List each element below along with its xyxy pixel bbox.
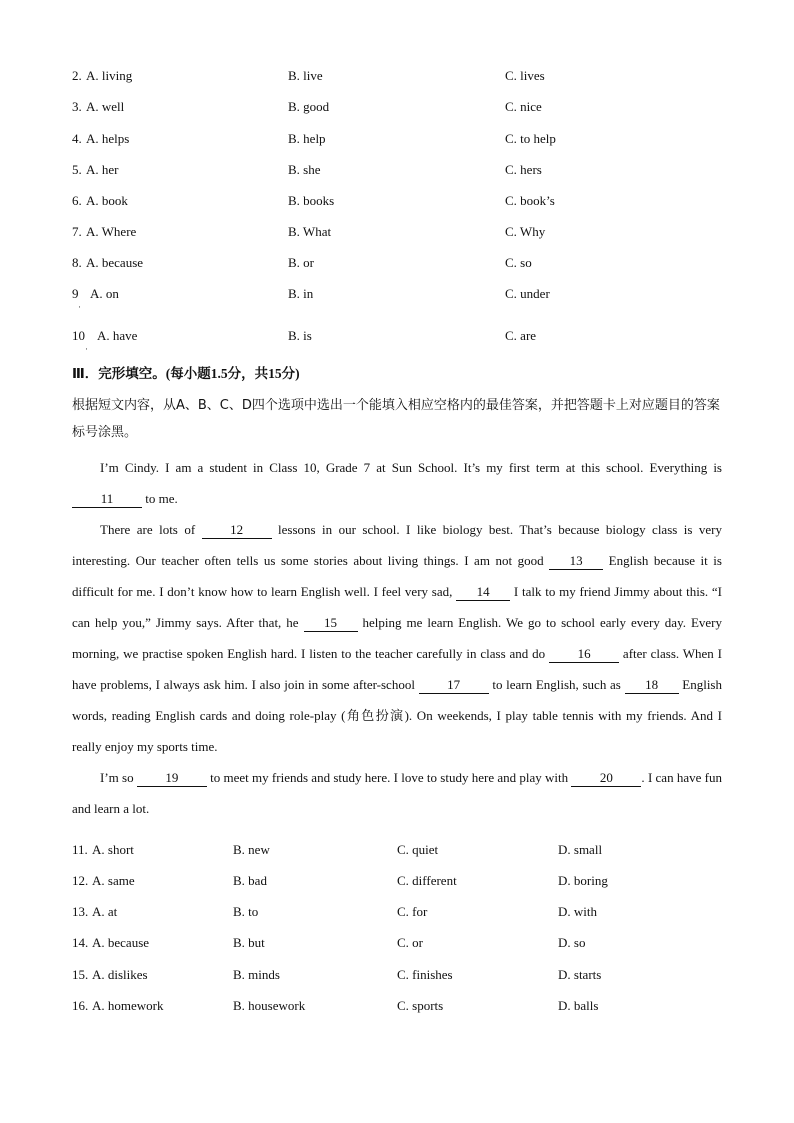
section-instructions: 根据短文内容，从A、B、C、D四个选项中选出一个能填入相应空格内的最佳答案，并把答题卡上对应题目的答案标号涂黑。 bbox=[72, 398, 720, 440]
blank-13: 13 bbox=[549, 553, 603, 570]
stray-mark: · bbox=[78, 302, 81, 312]
option-a: A. on bbox=[90, 286, 119, 301]
blank-20: 20 bbox=[571, 770, 641, 787]
question-number: 11. bbox=[72, 842, 88, 857]
option-a: A. well bbox=[86, 99, 125, 114]
question-number: 16. bbox=[72, 998, 89, 1013]
option-b: B. live bbox=[288, 68, 323, 83]
option-a: A. because bbox=[86, 255, 144, 270]
option-b: B. or bbox=[288, 255, 314, 270]
option-a: A. same bbox=[92, 873, 135, 888]
passage-text: English because it is difficult for me. I don’t know how to learn English well. I feel very sad, bbox=[72, 553, 722, 599]
blank-15: 15 bbox=[304, 615, 358, 632]
passage-text: to me. bbox=[142, 491, 178, 506]
option-a: A. dislikes bbox=[92, 967, 148, 982]
option-a: A. at bbox=[92, 904, 118, 919]
option-b: B. to bbox=[233, 904, 259, 919]
passage-paragraph-3 bbox=[72, 762, 722, 824]
option-b: B. new bbox=[233, 842, 270, 857]
blank-16: 16 bbox=[549, 646, 619, 663]
option-a: A. have bbox=[97, 328, 138, 343]
option-d: D. small bbox=[558, 842, 603, 857]
passage-text: . I can have fun and learn a lot. bbox=[72, 770, 722, 816]
passage-text: I’m so bbox=[100, 770, 137, 785]
question-number: 3. bbox=[72, 99, 82, 114]
blank-17: 17 bbox=[419, 677, 489, 694]
option-c: C. different bbox=[397, 873, 457, 888]
passage-text: after class. When I have problems, I always ask him. I also join in some after-school bbox=[72, 646, 723, 692]
option-c: C. quiet bbox=[397, 842, 439, 857]
section-heading bbox=[72, 365, 300, 383]
question-number: 15. bbox=[72, 967, 89, 982]
option-c: C. or bbox=[397, 935, 423, 950]
section-points: (每小题1.5分，共15分) bbox=[165, 366, 300, 381]
passage-text: I talk to my friend Jimmy about this. “I can help you,” Jimmy says. After that, he bbox=[72, 584, 722, 630]
option-c: C. finishes bbox=[397, 967, 453, 982]
question-number: 9 bbox=[72, 286, 79, 301]
option-c: C. are bbox=[505, 328, 537, 343]
question-number: 10 bbox=[72, 328, 85, 343]
option-c: C. for bbox=[397, 904, 428, 919]
option-c: C. Why bbox=[505, 224, 546, 239]
option-b: B. but bbox=[233, 935, 265, 950]
passage-text: There are lots of bbox=[100, 522, 202, 537]
question-number: 2. bbox=[72, 68, 82, 83]
option-d: D. starts bbox=[558, 967, 602, 982]
option-c: C. to help bbox=[505, 131, 556, 146]
question-number: 8. bbox=[72, 255, 82, 270]
option-b: B. help bbox=[288, 131, 326, 146]
option-c: C. nice bbox=[505, 99, 542, 114]
question-number: 12. bbox=[72, 873, 89, 888]
passage-text: lessons in our school. I like biology best. That’s because biology class is very interesting. Our teacher often tells us some stories about living things. I am not good bbox=[72, 522, 722, 568]
blank-14: 14 bbox=[456, 584, 510, 601]
option-b: B. What bbox=[288, 224, 332, 239]
question-number: 13. bbox=[72, 904, 89, 919]
passage-paragraph-2 bbox=[72, 514, 722, 762]
option-c: C. hers bbox=[505, 162, 542, 177]
option-a: A. short bbox=[92, 842, 134, 857]
section-numeral: Ⅲ．完形填空。 bbox=[72, 366, 166, 382]
question-number: 14. bbox=[72, 935, 89, 950]
option-a: A. because bbox=[92, 935, 150, 950]
passage-text: English words, reading English cards and doing role-play (角色扮演). On weekends, I play table tennis with my friends. And I really enjoy my sports time. bbox=[72, 677, 722, 754]
option-c: C. sports bbox=[397, 998, 444, 1013]
option-a: A. her bbox=[86, 162, 119, 177]
cloze-passage bbox=[72, 452, 722, 824]
option-d: D. balls bbox=[558, 998, 599, 1013]
option-b: B. is bbox=[288, 328, 312, 343]
option-d: D. so bbox=[558, 935, 586, 950]
blank-12: 12 bbox=[202, 522, 272, 539]
option-b: B. housework bbox=[233, 998, 306, 1013]
option-c: C. so bbox=[505, 255, 532, 270]
question-number: 4. bbox=[72, 131, 82, 146]
option-d: D. boring bbox=[558, 873, 608, 888]
option-a: A. book bbox=[86, 193, 128, 208]
option-c: C. lives bbox=[505, 68, 545, 83]
option-a: A. helps bbox=[86, 131, 130, 146]
option-b: B. in bbox=[288, 286, 314, 301]
passage-text: helping me learn English. We go to school early every day. Every morning, we practise spoken English hard. I listen to the teacher carefully in class and do bbox=[72, 615, 722, 661]
passage-paragraph-1 bbox=[72, 452, 722, 514]
stray-mark: · bbox=[85, 344, 88, 354]
passage-text: to learn English, such as bbox=[488, 677, 625, 692]
question-number: 7. bbox=[72, 224, 82, 239]
option-c: C. under bbox=[505, 286, 550, 301]
option-b: B. she bbox=[288, 162, 321, 177]
option-d: D. with bbox=[558, 904, 597, 919]
blank-19: 19 bbox=[137, 770, 207, 787]
option-a: A. Where bbox=[86, 224, 137, 239]
option-a: A. living bbox=[86, 68, 133, 83]
question-number: 5. bbox=[72, 162, 82, 177]
option-a: A. homework bbox=[92, 998, 164, 1013]
blank-11: 11 bbox=[72, 491, 142, 508]
passage-text: to meet my friends and study here. I love to study here and play with bbox=[206, 770, 572, 785]
question-number: 6. bbox=[72, 193, 82, 208]
option-b: B. minds bbox=[233, 967, 280, 982]
option-b: B. books bbox=[288, 193, 335, 208]
option-c: C. book’s bbox=[505, 193, 555, 208]
option-b: B. bad bbox=[233, 873, 267, 888]
passage-text: I’m Cindy. I am a student in Class 10, Grade 7 at Sun School. It’s my first term at this school. Everything is bbox=[100, 460, 722, 475]
option-b: B. good bbox=[288, 99, 330, 114]
blank-18: 18 bbox=[625, 677, 679, 694]
